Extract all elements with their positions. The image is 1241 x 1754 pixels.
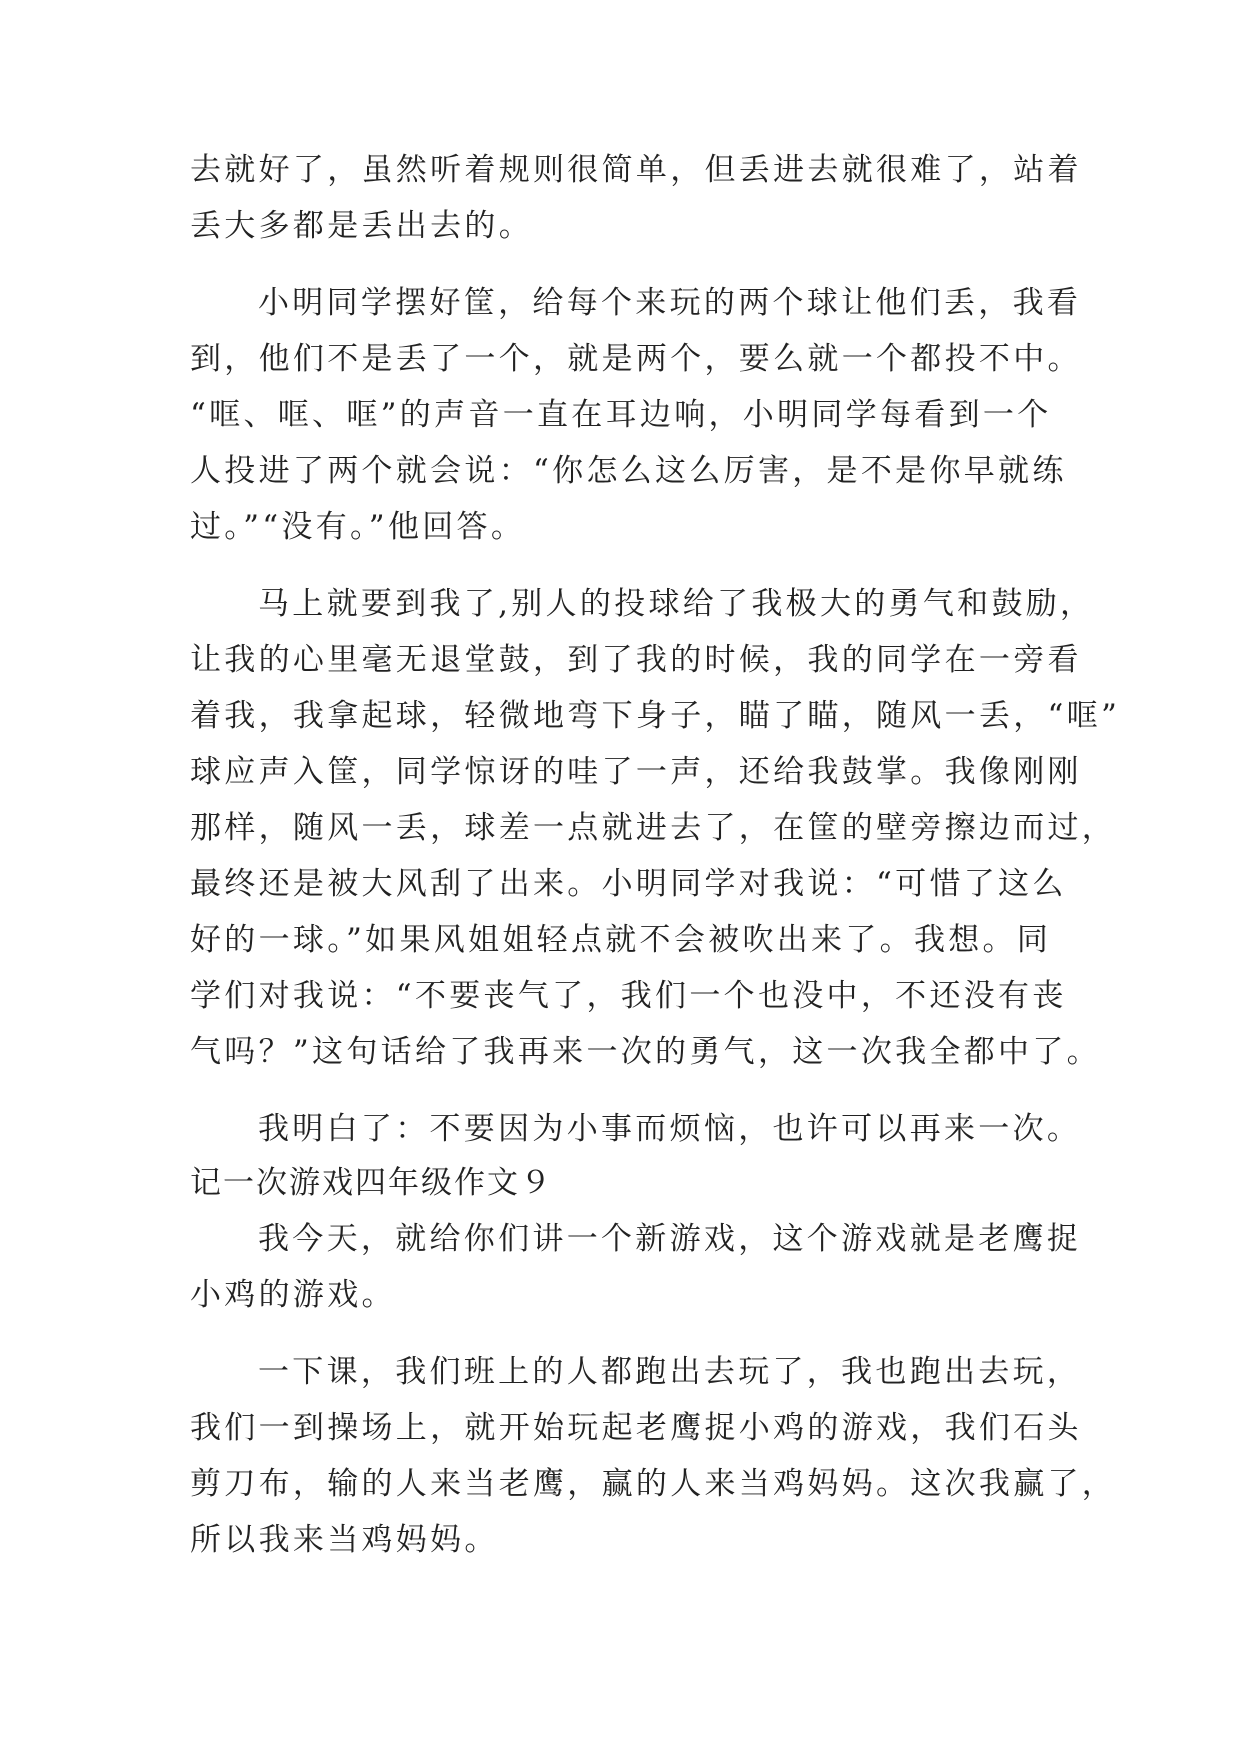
text-line: 我们一到操场上，就开始玩起老鹰捉小鸡的游戏，我们石头 <box>190 1410 1082 1446</box>
paragraph-start: 我明白了：不要因为小事而烦恼，也许可以再来一次。 <box>258 1111 1082 1147</box>
text-line: 小鸡的游戏。 <box>190 1277 396 1313</box>
paragraph-start: 小明同学摆好筐，给每个来玩的两个球让他们丢，我看 <box>258 285 1082 321</box>
text-line: 那样，随风一丢，球差一点就进去了，在筐的壁旁擦边而过， <box>190 810 1117 846</box>
text-line: 过。”“没有。”他回答。 <box>190 509 526 545</box>
text-line: 剪刀布，输的人来当老鹰，赢的人来当鸡妈妈。这次我赢了， <box>190 1466 1117 1502</box>
text-line: 去就好了，虽然听着规则很简单，但丢进去就很难了，站着 <box>190 152 1082 188</box>
paragraph-start: 马上就要到我了,别人的投球给了我极大的勇气和鼓励， <box>258 586 1095 622</box>
paragraph-start: 一下课，我们班上的人都跑出去玩了，我也跑出去玩， <box>258 1354 1082 1390</box>
text-line: 学们对我说：“不要丧气了，我们一个也没中，不还没有丧 <box>190 978 1067 1014</box>
text-line: 丢大多都是丢出去的。 <box>190 208 533 244</box>
text-line: 让我的心里毫无退堂鼓，到了我的时候，我的同学在一旁看 <box>190 642 1082 678</box>
text-line: 气吗？”这句话给了我再来一次的勇气，这一次我全都中了。 <box>190 1034 1101 1070</box>
text-line: 着我，我拿起球，轻微地弯下身子，瞄了瞄，随风一丢，“哐” <box>190 698 1121 734</box>
text-line: 到，他们不是丢了一个，就是两个，要么就一个都投不中。 <box>190 341 1082 377</box>
text-line: 人投进了两个就会说：“你怎么这么厉害，是不是你早就练 <box>190 453 1067 489</box>
text-line: “哐、哐、哐”的声音一直在耳边响，小明同学每看到一个 <box>190 397 1052 433</box>
text-line: 所以我来当鸡妈妈。 <box>190 1522 499 1558</box>
text-line: 好的一球。”如果风姐姐轻点就不会被吹出来了。我想。同 <box>190 922 1052 958</box>
section-heading: 记一次游戏四年级作文９ <box>190 1165 553 1201</box>
text-line: 球应声入筐，同学惊讶的哇了一声，还给我鼓掌。我像刚刚 <box>190 754 1082 790</box>
paragraph-start: 我今天，就给你们讲一个新游戏，这个游戏就是老鹰捉 <box>258 1221 1082 1257</box>
text-line: 最终还是被大风刮了出来。小明同学对我说：“可惜了这么 <box>190 866 1067 902</box>
